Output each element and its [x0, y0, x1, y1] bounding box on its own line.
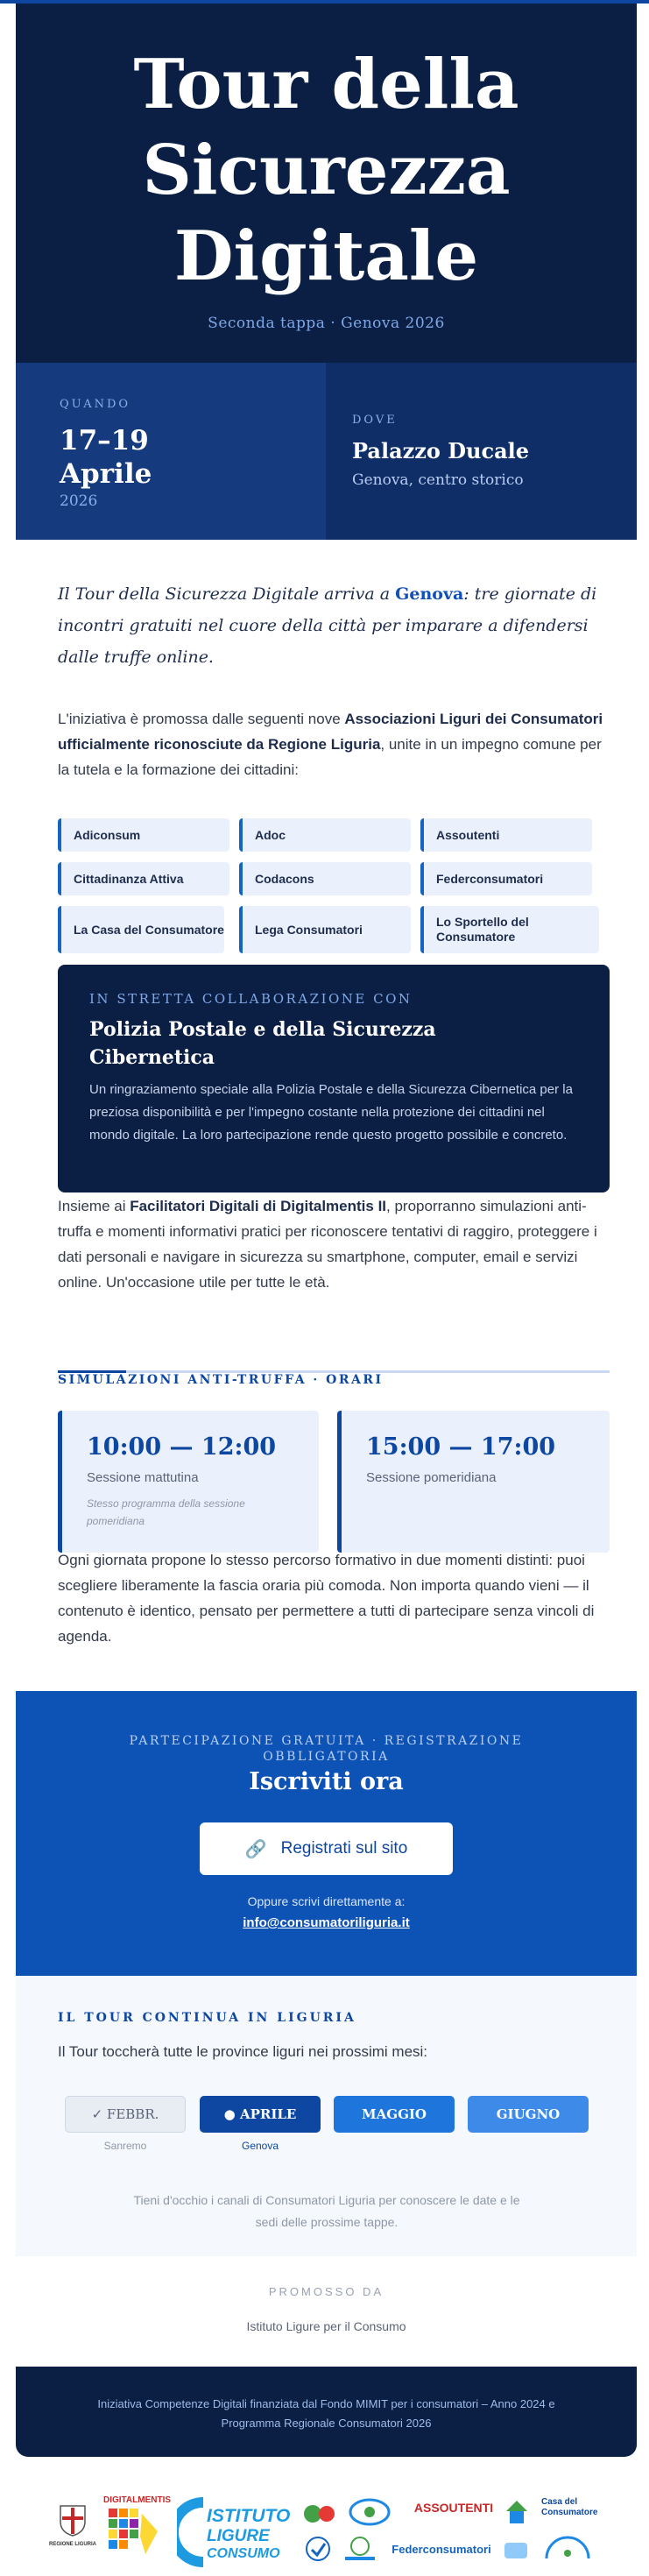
- adiconsum-logo: [302, 2501, 339, 2527]
- regione-liguria-logo: [49, 2502, 96, 2555]
- hero-subtitle: Seconda tappa · Genova 2026: [208, 315, 445, 332]
- assoutenti-text: ASSOUTENTI: [413, 2501, 494, 2515]
- association-item: Adiconsum: [58, 818, 229, 852]
- promoted-bold: Associazioni Liguri dei Consumatori ufficialmente riconosciute da Regione Liguria: [58, 711, 603, 753]
- facilitators-bold: Facilitatori Digitali di Digitalmentis II: [130, 1198, 387, 1214]
- hero-title: Tour della Sicurezza Digitale: [133, 45, 519, 296]
- association-item: Adoc: [239, 818, 411, 852]
- lega-consumatori-mark-icon: [340, 2536, 380, 2562]
- intro-text-2: : tre giornate di incontri gratuiti nel cuore della città per imparare a difendersi dalle truffe online.: [58, 584, 597, 667]
- event-year: 2026: [60, 492, 98, 510]
- collab-text: Un ringraziamento speciale alla Polizia Postale e della Sicurezza Cibernetica per la preziosa disponibilità e per l'impegno costante nella protezione dei cittadini nel mondo digitale. La loro partecipazione rende questo progetto possibile e concreto.: [89, 1082, 573, 1143]
- month-april[interactable]: ● APRILE: [200, 2096, 321, 2133]
- promoter-section: [16, 2256, 637, 2367]
- schedule-paragraph: Ogni giornata propone lo stesso percorso formativo in due momenti distinti: puoi scegliere liberamente la fascia oraria più comoda. Non importa quando vieni — il contenuto è identico, pensato per permettere a tutti di partecipare senza vincoli di agenda.: [58, 1552, 595, 1645]
- where-label: DOVE: [352, 414, 398, 427]
- federconsumatori-text: Federconsumatori: [392, 2543, 491, 2556]
- association-item: Cittadinanza Attiva: [58, 862, 229, 895]
- month-june[interactable]: GIUGNO: [468, 2096, 589, 2133]
- month-april-city: Genova: [241, 2140, 279, 2152]
- event-dates-text: 17–19 Aprile: [60, 425, 152, 490]
- registration-alt-text: Oppure scrivi direttamente a:: [247, 1894, 406, 1908]
- association-item: Lo Sportello del Consumatore: [420, 906, 599, 953]
- lo-sportello-logo: [541, 2536, 594, 2564]
- hero-section: [16, 4, 637, 363]
- istituto-text-3: CONSUMO: [207, 2546, 280, 2561]
- facilitators-paragraph: [58, 1193, 606, 1295]
- tour-note: Tieni d'occhio i canali di Consumatori Liguria per conoscere le date e le sedi delle prossime tappe.: [133, 2193, 520, 2229]
- lega-consumatori-logo: [340, 2536, 380, 2562]
- promoted-text-2: , unite in un impegno comune per la tutela e la formazione dei cittadini:: [58, 736, 602, 778]
- digitalmentis-logo: [103, 2495, 172, 2565]
- adoc-logo: [349, 2497, 391, 2527]
- tour-section: [16, 1976, 637, 2256]
- afternoon-name: Sessione pomeridiana: [366, 1470, 497, 1485]
- association-item: La Casa del Consumatore: [58, 906, 224, 953]
- registration-label: PARTECIPAZIONE GRATUITA · REGISTRAZIONE OBBLIGATORIA: [129, 1734, 524, 1764]
- digitalmentis-mosaic-icon: [107, 2505, 163, 2559]
- promoter-label: PROMOSSO DA: [268, 2285, 384, 2298]
- intro-paragraph: [58, 578, 601, 673]
- registration-section: [16, 1691, 637, 1976]
- register-button[interactable]: [200, 1822, 453, 1875]
- morning-session-card: [58, 1411, 319, 1553]
- collab-title: Polizia Postale e della Sicurezza Cibernetica: [89, 1018, 436, 1069]
- cittadinanza-attiva-logo: [504, 2499, 529, 2525]
- month-february-city: Sanremo: [103, 2140, 147, 2152]
- tour-text: Il Tour toccherà tutte le province liguri nei prossimi mesi:: [58, 2043, 428, 2060]
- newsletter-card: [16, 4, 637, 2457]
- month-february[interactable]: ✓ FEBBR.: [65, 2096, 186, 2133]
- lo-sportello-mark-icon: [541, 2536, 594, 2564]
- where-panel: [326, 363, 637, 540]
- associations-grid: [58, 818, 610, 959]
- federconsumatori-logo: [389, 2543, 494, 2564]
- istituto-ligure-logo: [177, 2497, 291, 2567]
- association-item: Codacons: [239, 862, 411, 895]
- collab-label: IN STRETTA COLLABORAZIONE CON: [89, 991, 413, 1007]
- partner-logos-strip: [0, 2485, 649, 2576]
- when-panel: [16, 363, 326, 540]
- cittadinanza-attiva-mark-icon: [504, 2499, 529, 2525]
- istituto-text-1: ISTITUTO: [207, 2506, 291, 2526]
- adiconsum-mark-icon: [302, 2501, 339, 2527]
- association-item: Lega Consumatori: [239, 906, 411, 953]
- register-button-label: Registrati sul sito: [280, 1839, 408, 1858]
- promoted-paragraph: [58, 706, 606, 782]
- afternoon-session-card: [337, 1411, 610, 1553]
- codacons-mark-icon: [305, 2536, 331, 2562]
- facilitators-text-2: , proporranno simulazioni anti-truffa e momenti informativi pratici per riconoscere tentativi di raggiro, proteggere i dati personali e navigare in sicurezza su smartphone, computer, email e servizi online. Un'occasione utile per tutte le età.: [58, 1198, 597, 1291]
- morning-name: Sessione mattutina: [87, 1470, 199, 1485]
- association-badge-icon: [503, 2537, 529, 2564]
- venue-city: Genova, centro storico: [352, 471, 524, 489]
- association-item: Assoutenti: [420, 818, 592, 852]
- assoutenti-logo: [410, 2501, 497, 2523]
- casa-consumatore-logo: [541, 2497, 603, 2527]
- digitalmentis-text: DIGITALMENTIS: [103, 2495, 172, 2505]
- morning-note: Stesso programma della sessione pomeridiana: [87, 1497, 245, 1527]
- contact-email-link[interactable]: info@consumatoriliguria.it: [243, 1915, 410, 1930]
- collaboration-box: [58, 965, 610, 1192]
- regione-liguria-text: REGIONE LIGURIA: [49, 2542, 97, 2547]
- footer: [16, 2367, 637, 2457]
- link-icon: 🔗: [244, 1839, 267, 1859]
- casa-consumatore-text: Casa del Consumatore: [541, 2497, 598, 2517]
- schedule-label: SIMULAZIONI ANTI-TRUFFA · ORARI: [58, 1373, 384, 1387]
- intro-text-1: Il Tour della Sicurezza Digitale arriva a: [58, 584, 396, 604]
- regione-liguria-crest-icon: [55, 2502, 90, 2537]
- codacons-logo: [305, 2536, 331, 2562]
- promoted-text-1: L'iniziativa è promossa dalle seguenti nove: [58, 711, 345, 727]
- afternoon-time: 15:00 — 17:00: [366, 1433, 556, 1461]
- facilitators-text-1: Insieme ai: [58, 1198, 131, 1214]
- footer-text: Iniziativa Competenze Digitali finanziata dal Fondo MIMIT per i consumatori – Anno 2024 e Programma Regionale Consumatori 2026: [97, 2397, 555, 2430]
- intro-city: Genova: [395, 584, 464, 604]
- promoter-name: Istituto Ligure per il Consumo: [246, 2319, 406, 2333]
- month-may[interactable]: MAGGIO: [334, 2096, 455, 2133]
- association-item: Federconsumatori: [420, 862, 592, 895]
- tour-label: IL TOUR CONTINUA IN LIGURIA: [58, 2011, 356, 2025]
- adoc-mark-icon: [349, 2497, 391, 2527]
- when-label: QUANDO: [60, 398, 131, 411]
- morning-time: 10:00 — 12:00: [87, 1433, 277, 1461]
- event-dates: [60, 424, 200, 491]
- venue-name: Palazzo Ducale: [352, 438, 530, 464]
- istituto-text-2: LIGURE: [207, 2527, 270, 2545]
- registration-title: Iscriviti ora: [249, 1768, 404, 1795]
- small-association-logo: [503, 2537, 529, 2564]
